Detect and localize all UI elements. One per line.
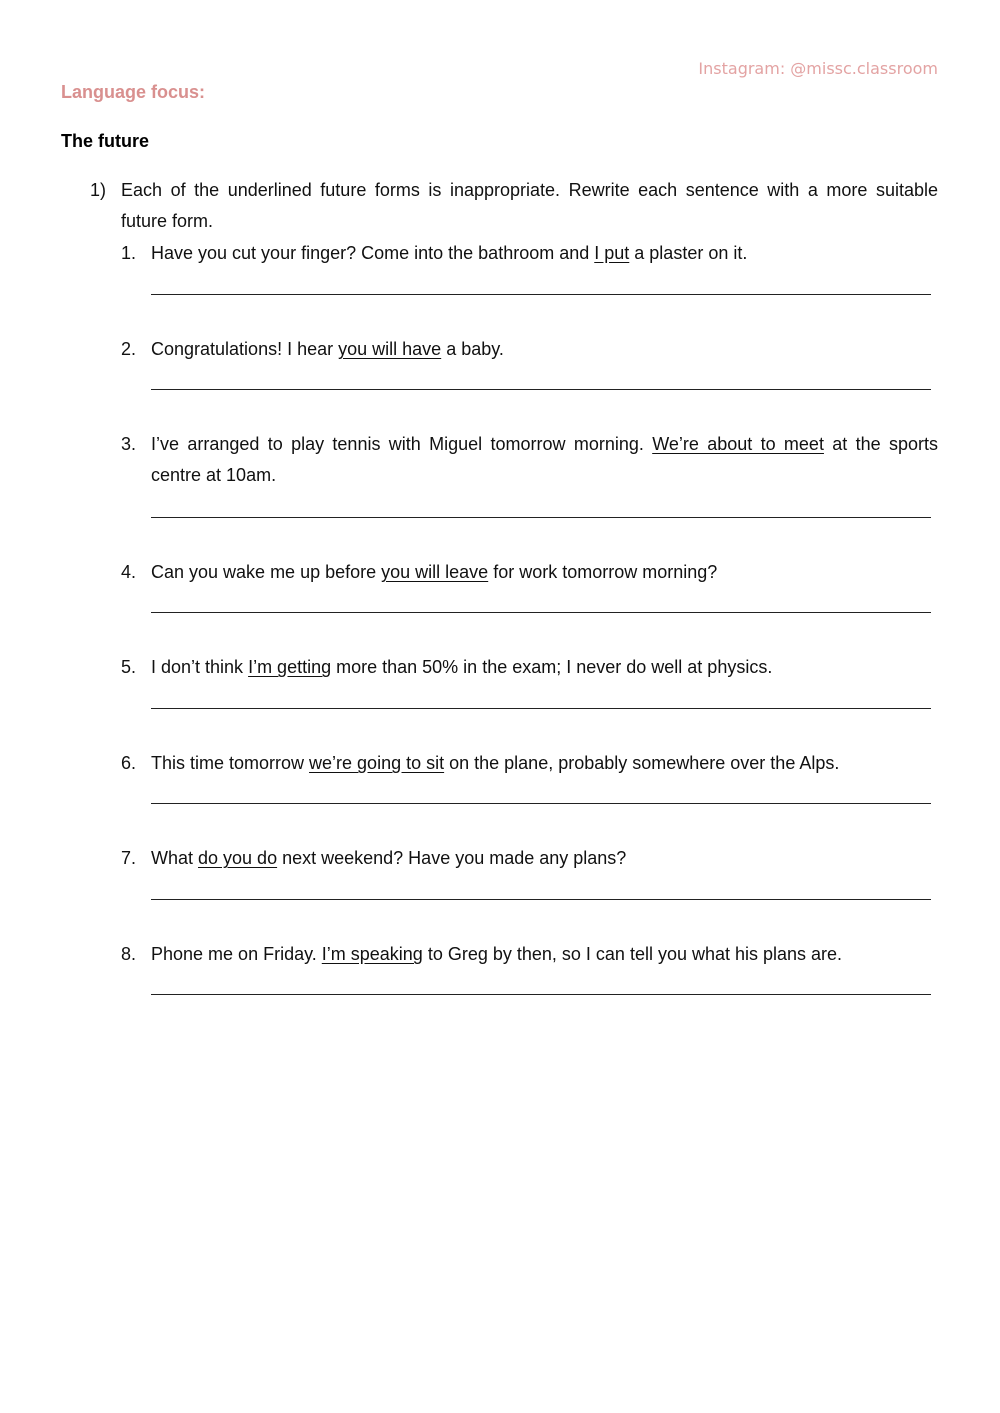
sentence-part: to Greg by then, so I can tell you what his plans are. bbox=[422, 944, 843, 964]
sentence-part: I don’t think bbox=[151, 657, 249, 677]
underlined-future-form: We’re about to meet bbox=[652, 434, 824, 454]
underlined-future-form: we’re going to sit bbox=[309, 753, 445, 773]
sentence-part: a baby. bbox=[441, 339, 504, 359]
exercise-number: 1) bbox=[90, 180, 107, 200]
item-number: 5. bbox=[121, 657, 137, 677]
sentence-part: a plaster on it. bbox=[629, 243, 748, 263]
sentence-part: This time tomorrow bbox=[151, 753, 310, 773]
language-focus-heading: Language focus: bbox=[61, 82, 206, 102]
list-item bbox=[121, 429, 938, 491]
list-item bbox=[121, 939, 938, 970]
sentence-part: What bbox=[151, 848, 199, 868]
item-sentence bbox=[151, 939, 938, 970]
list-item bbox=[121, 748, 938, 779]
section-title: The future bbox=[61, 131, 149, 151]
list-item bbox=[121, 334, 938, 365]
instruction-text: Each of the underlined future forms is inappropriate. Rewrite each sentence with a more suitable future form. bbox=[121, 180, 938, 231]
answer-line[interactable] bbox=[151, 708, 931, 709]
sentence-part: for work tomorrow morning? bbox=[488, 562, 718, 582]
list-item bbox=[121, 238, 938, 269]
underlined-future-form: you will leave bbox=[381, 562, 489, 582]
sentence-part: at the sports centre at 10am. bbox=[151, 434, 938, 485]
list-item bbox=[121, 557, 938, 588]
answer-line[interactable] bbox=[151, 517, 931, 518]
answer-line[interactable] bbox=[151, 294, 931, 295]
exercise-instruction bbox=[90, 175, 938, 237]
instagram-handle: Instagram: @missc.classroom bbox=[698, 59, 938, 78]
item-number: 4. bbox=[121, 562, 137, 582]
underlined-future-form: I put bbox=[594, 243, 630, 263]
sentence-part: next weekend? Have you made any plans? bbox=[277, 848, 627, 868]
answer-line[interactable] bbox=[151, 994, 931, 995]
sentence-part: on the plane, probably somewhere over the Alps. bbox=[444, 753, 840, 773]
item-sentence bbox=[151, 429, 938, 491]
list-item bbox=[121, 843, 938, 874]
item-sentence bbox=[151, 843, 938, 874]
sentence-part: Phone me on Friday. bbox=[151, 944, 322, 964]
list-item bbox=[121, 652, 938, 683]
answer-line[interactable] bbox=[151, 899, 931, 900]
item-number: 7. bbox=[121, 848, 137, 868]
sentence-part: I’ve arranged to play tennis with Miguel tomorrow morning. bbox=[151, 434, 653, 454]
item-number: 3. bbox=[121, 434, 137, 454]
item-number: 1. bbox=[121, 243, 137, 263]
underlined-future-form: do you do bbox=[198, 848, 278, 868]
answer-line[interactable] bbox=[151, 389, 931, 390]
sentence-part: Can you wake me up before bbox=[151, 562, 382, 582]
item-sentence bbox=[151, 238, 938, 269]
item-number: 6. bbox=[121, 753, 137, 773]
underlined-future-form: I’m getting bbox=[248, 657, 332, 677]
item-sentence bbox=[151, 748, 938, 779]
underlined-future-form: you will have bbox=[338, 339, 442, 359]
item-sentence bbox=[151, 557, 938, 588]
sentence-part: Congratulations! I hear bbox=[151, 339, 339, 359]
sentence-part: more than 50% in the exam; I never do well at physics. bbox=[331, 657, 773, 677]
underlined-future-form: I’m speaking bbox=[321, 944, 423, 964]
answer-line[interactable] bbox=[151, 803, 931, 804]
item-sentence bbox=[151, 652, 938, 683]
sentence-part: Have you cut your finger? Come into the bathroom and bbox=[151, 243, 595, 263]
answer-line[interactable] bbox=[151, 612, 931, 613]
item-number: 2. bbox=[121, 339, 137, 359]
item-sentence bbox=[151, 334, 938, 365]
item-number: 8. bbox=[121, 944, 137, 964]
